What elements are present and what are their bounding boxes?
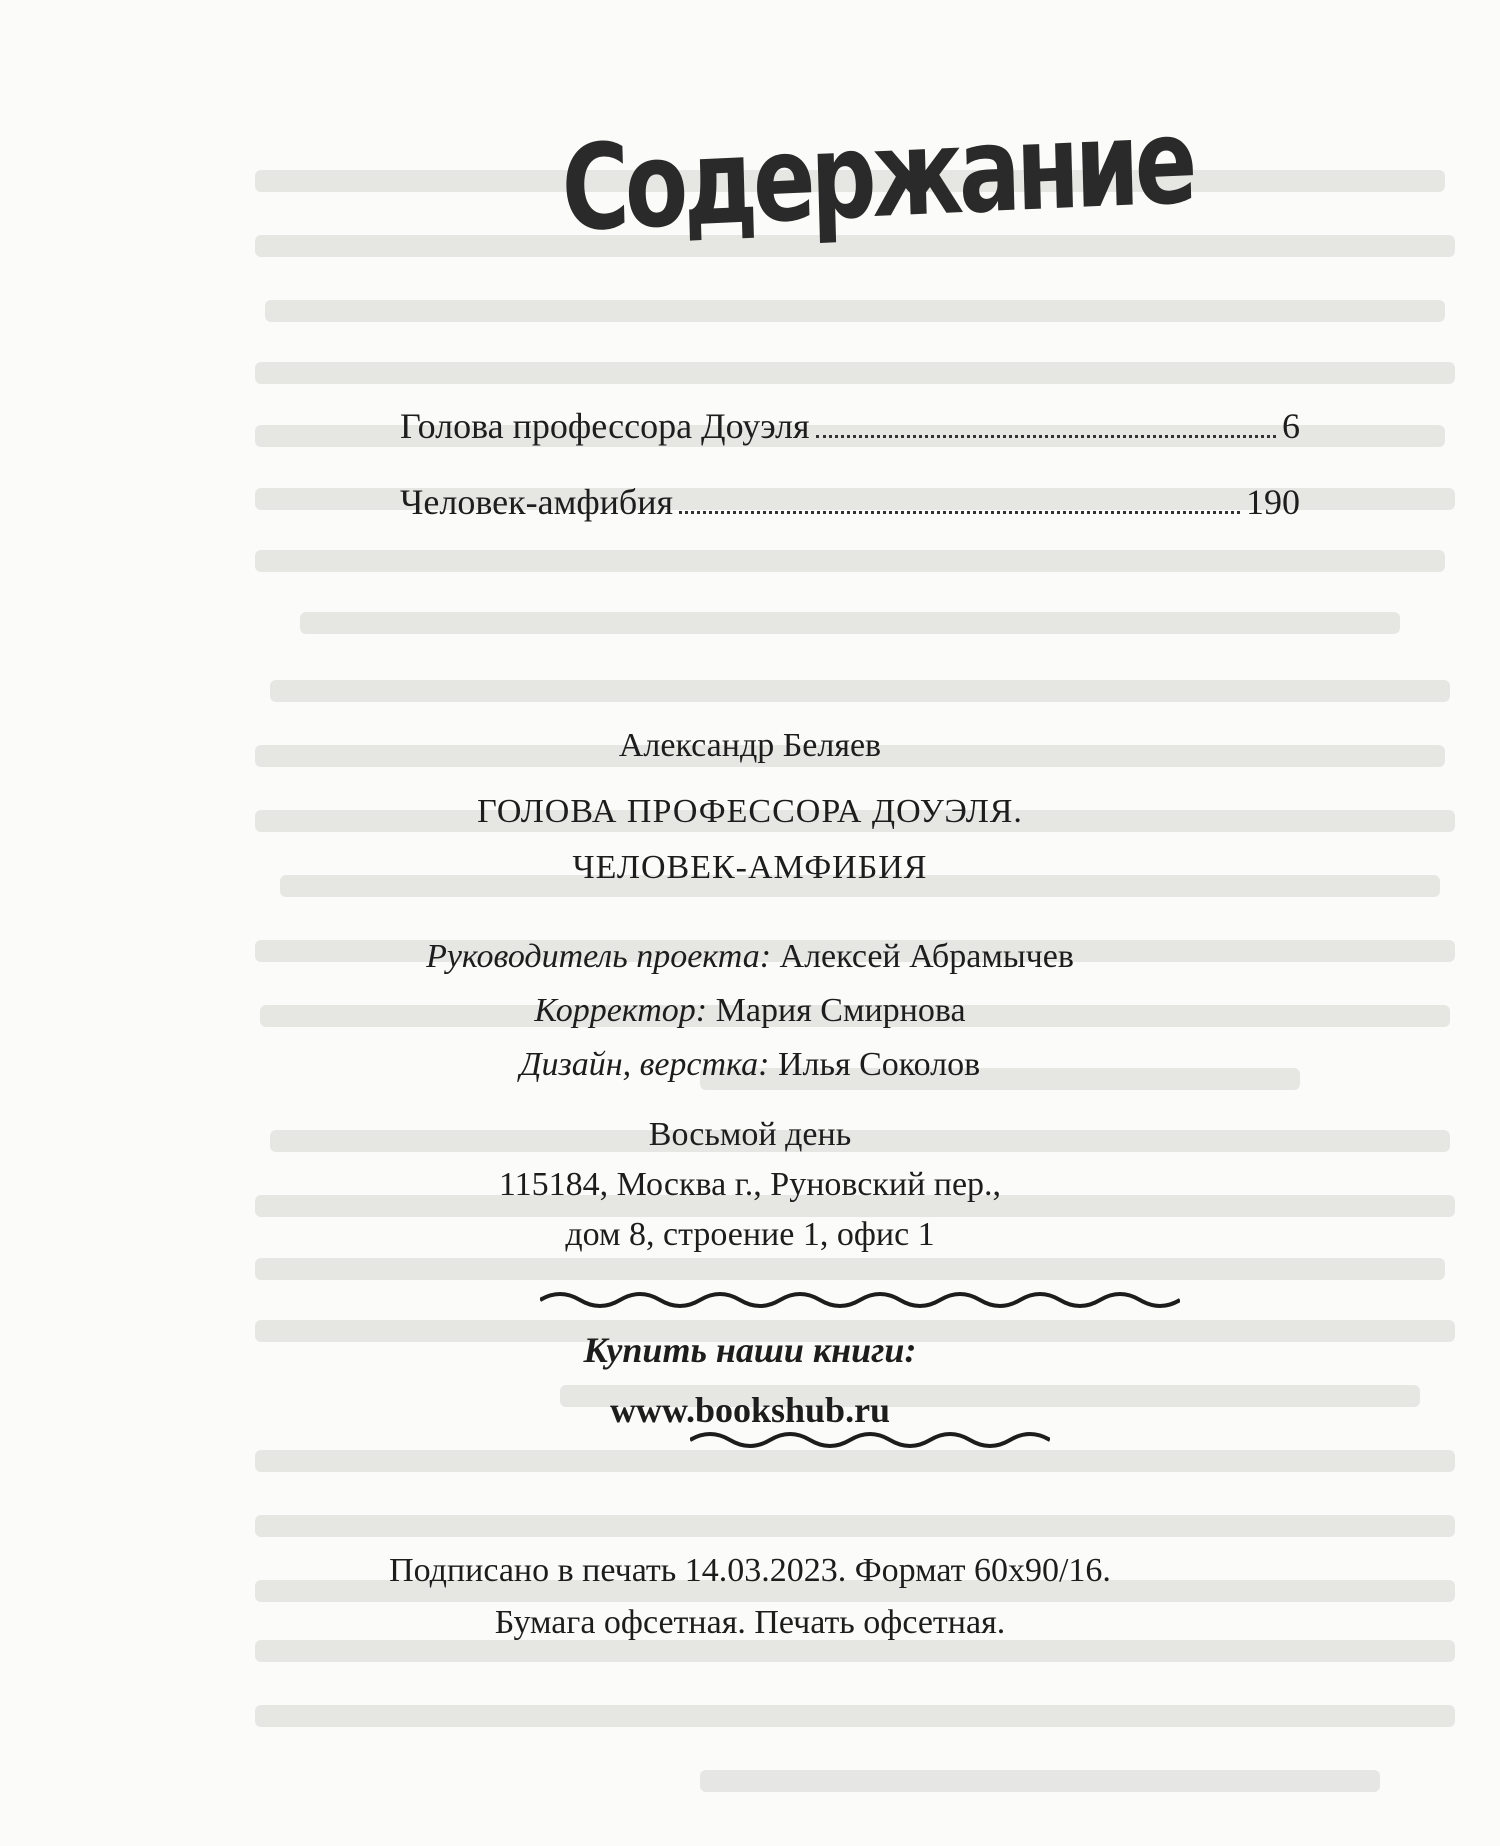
table-of-contents [400,405,1300,557]
credits [0,930,1500,1092]
toc-entry-page: 190 [1246,482,1300,522]
publisher-address-line-2: дом 8, строение 1, офис 1 [565,1216,935,1253]
toc-leader-dots [679,487,1240,514]
buy-books-block [0,1320,1500,1440]
wavy-divider-bottom [690,1425,1050,1455]
toc-entry-title: Человек-амфибия [400,482,674,522]
credit-role: Корректор: [534,992,708,1029]
toc-entry [400,405,1300,481]
contents-heading-text: Содержание [560,91,1195,258]
credit-design [0,1038,1500,1092]
contents-heading [560,91,1195,310]
credit-proofreader [0,984,1500,1038]
publisher-block [0,1110,1500,1260]
print-info [0,1545,1500,1649]
credit-name: Алексей Абрамычев [779,938,1074,975]
toc-leader-dots [816,411,1276,438]
wavy-divider-top [540,1285,1180,1315]
author-name: Александр Беляев [618,727,882,764]
credit-role: Руководитель проекта: [426,938,772,975]
toc-entry [400,481,1300,557]
credit-name: Мария Смирнова [715,992,966,1029]
credit-project-lead [0,930,1500,984]
book-title-line-2: ЧЕЛОВЕК-АМФИБИЯ [572,849,928,886]
credit-name: Илья Соколов [777,1046,981,1083]
buy-books-label: Купить наши книги: [583,1330,917,1370]
print-info-line-2: Бумага офсетная. Печать офсетная. [494,1604,1006,1641]
book-title-line-1: ГОЛОВА ПРОФЕССОРА ДОУЭЛЯ. [477,793,1023,830]
publisher-address-line-1: 115184, Москва г., Руновский пер., [498,1166,1002,1203]
print-info-line-1: Подписано в печать 14.03.2023. Формат 60х90/16. [389,1552,1111,1589]
toc-entry-page: 6 [1282,406,1300,446]
bookshop-link[interactable]: www.bookshub.ru [609,1390,891,1430]
publisher-name: Восьмой день [648,1116,852,1153]
credit-role: Дизайн, верстка: [519,1046,770,1083]
toc-entry-title: Голова профессора Доуэля [400,406,810,446]
